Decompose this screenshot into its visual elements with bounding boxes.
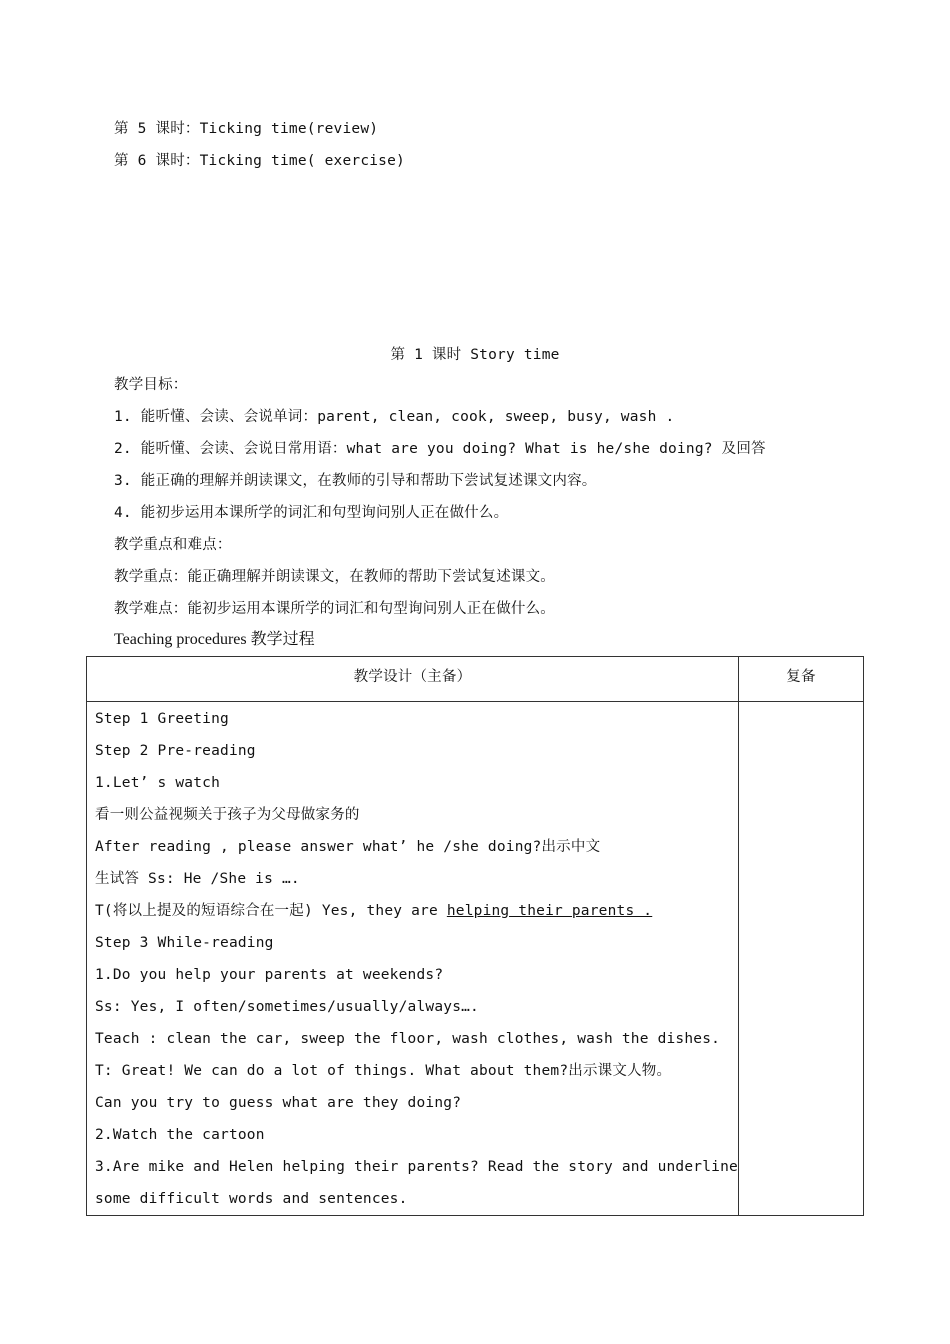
focus-key: 教学重点：能正确理解并朗读课文，在教师的帮助下尝试复述课文。	[114, 569, 555, 585]
table-row: Step 3 While-reading	[95, 935, 274, 951]
table-row: After reading , please answer what’ he /she doing?出示中文	[95, 839, 601, 855]
underlined-phrase: helping their parents .	[446, 903, 653, 919]
header-main-cell	[87, 657, 739, 702]
objective-1: 1. 能听懂、会读、会说单词：parent, clean, cook, sweep, busy, wash .	[114, 409, 675, 425]
review-cell	[738, 702, 863, 1216]
table-row: 2.Watch the cartoon	[95, 1127, 265, 1143]
table-row: Step 1 Greeting	[95, 711, 229, 727]
table-row: 看一则公益视频关于孩子为父母做家务的	[95, 807, 360, 823]
table-row: 3.Are mike and Helen helping their parents? Read the story and underline	[95, 1159, 738, 1175]
focus-heading: 教学重点和难点：	[114, 537, 232, 553]
table-row: Teach : clean the car, sweep the floor, wash clothes, wash the dishes.	[95, 1031, 721, 1047]
lesson-title: 第 1 课时 Story time	[390, 347, 560, 363]
teaching-plan-table	[86, 656, 864, 1216]
objective-2: 2. 能听懂、会读、会说日常用语：what are you doing? What is he/she doing? 及回答	[114, 441, 766, 457]
table-row	[87, 895, 738, 927]
table-row: T: Great! We can do a lot of things. What about them?出示课文人物。	[95, 1063, 672, 1079]
header-main-label: 教学设计（主备）	[353, 669, 472, 685]
focus-difficult: 教学难点：能初步运用本课所学的词汇和句型询问别人正在做什么。	[114, 601, 555, 617]
table-header-row	[87, 657, 864, 702]
objective-3: 3. 能正确的理解并朗读课文，在教师的引导和帮助下尝试复述课文内容。	[114, 473, 597, 489]
table-row: 1.Let’ s watch	[95, 775, 221, 791]
header-side-cell	[738, 657, 863, 702]
design-cell	[87, 702, 739, 1216]
lesson-6-line: 第 6 课时：Ticking time( exercise)	[114, 153, 405, 169]
objectives-heading: 教学目标：	[114, 377, 188, 393]
table-row: Ss: Yes, I often/sometimes/usually/always….	[95, 999, 479, 1015]
table-row: Can you try to guess what are they doing?	[95, 1095, 462, 1111]
procedures-heading: Teaching procedures 教学过程	[114, 631, 315, 648]
table-row: Step 2 Pre-reading	[95, 743, 256, 759]
table-row: 生试答 Ss: He /She is ….	[95, 871, 300, 887]
table-row: some difficult words and sentences.	[95, 1191, 408, 1207]
lesson-5-line: 第 5 课时：Ticking time(review)	[114, 121, 379, 137]
header-side-label: 复备	[786, 669, 816, 685]
row-text: T(将以上提及的短语综合在一起) Yes, they are	[95, 903, 447, 919]
objective-4: 4. 能初步运用本课所学的词汇和句型询问别人正在做什么。	[114, 505, 509, 521]
table-body-row	[87, 702, 864, 1216]
table-row: 1.Do you help your parents at weekends?	[95, 967, 444, 983]
